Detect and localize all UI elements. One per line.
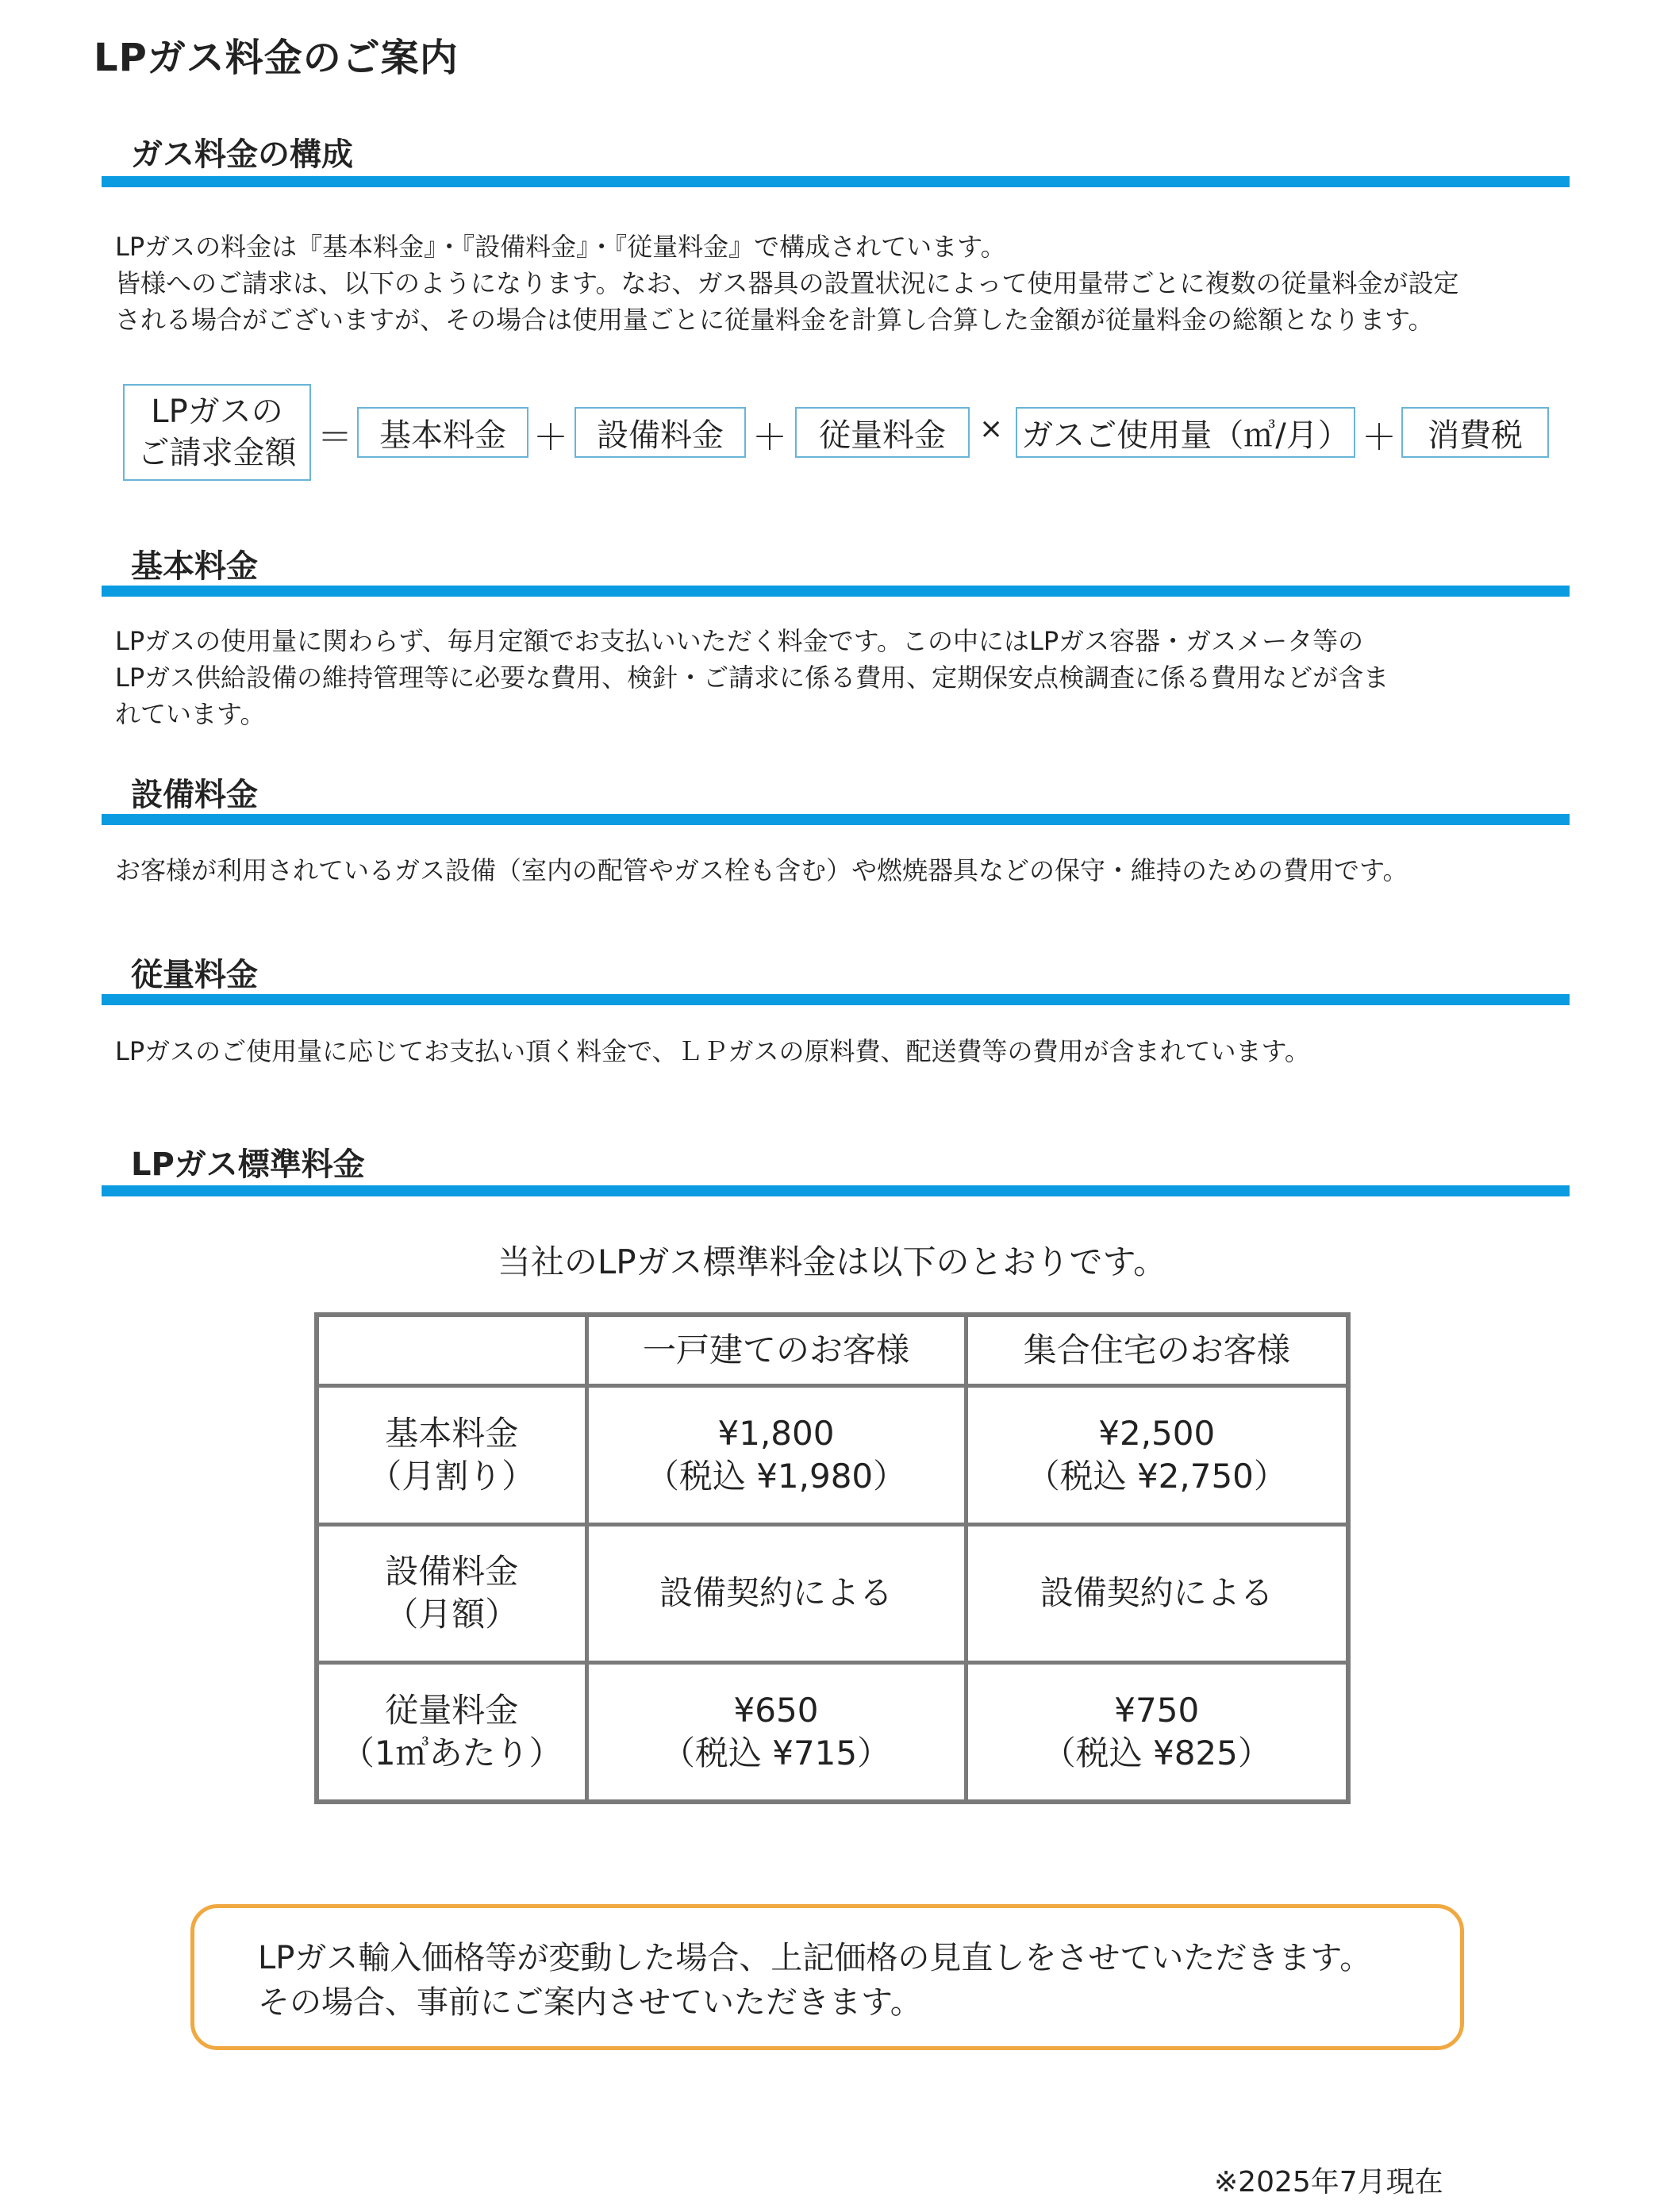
row-label-line1: 設備料金 <box>385 1552 519 1592</box>
notice-line-2: その場合、事前にご案内させていただきます。 <box>258 1984 922 2021</box>
basic-description <box>115 623 1389 732</box>
table-row <box>317 1524 1348 1663</box>
house-value <box>586 1386 966 1525</box>
apartment-price: ¥2,500 <box>1098 1413 1216 1453</box>
structure-description <box>115 228 1458 338</box>
section-title-structure: ガス料金の構成 <box>131 136 353 173</box>
row-label <box>317 1386 586 1525</box>
row-label-line2: （1㎥あたり） <box>340 1734 563 1773</box>
formula-total-line2: ご請求金額 <box>137 435 297 471</box>
section-rule <box>102 814 1570 825</box>
usage-line-1: LPガスのご使用量に応じてお支払い頂く料金で、ＬＰガスの原料費、配送費等の費用が含まれています。 <box>115 1036 1310 1066</box>
apartment-value <box>966 1524 1348 1663</box>
house-price: 設備契約による <box>659 1573 893 1613</box>
section-rule <box>102 1185 1570 1196</box>
section-title-standard: LPガス標準料金 <box>131 1146 365 1183</box>
basic-line-3: れています。 <box>115 699 266 729</box>
structure-line-3: される場合がございますが、その場合は使用量ごとに従量料金を計算し合算した金額が従量料金の総額となります。 <box>115 305 1434 335</box>
header-empty <box>317 1315 586 1386</box>
equipment-line-1: お客様が利用されているガス設備（室内の配管やガス栓も含む）や燃焼器具などの保守・維持のための費用です。 <box>115 855 1408 885</box>
section-title-equipment: 設備料金 <box>131 777 258 813</box>
table-row <box>317 1386 1348 1525</box>
formula-plus-1: ＋ <box>533 417 568 458</box>
house-price-tax: （税込 ¥1,980） <box>645 1456 907 1496</box>
section-rule <box>102 586 1570 597</box>
formula-times: × <box>979 413 1004 445</box>
basic-line-2: LPガス供給設備の維持管理等に必要な費用、検針・ご請求に係る費用、定期保安点検調査に係る費用などが含ま <box>115 662 1389 693</box>
row-label-line2: （月割り） <box>368 1456 536 1496</box>
page-title: LPガス料金のご案内 <box>94 36 459 80</box>
table-row <box>317 1663 1348 1802</box>
formula-total-box <box>123 384 311 481</box>
standard-rate-table <box>314 1312 1351 1804</box>
formula-total-line1: LPガスの <box>151 394 283 430</box>
rate-intro: 当社のLPガス標準料金は以下のとおりです。 <box>497 1242 1167 1281</box>
apartment-value <box>966 1663 1348 1802</box>
equipment-description <box>115 852 1408 889</box>
structure-line-1: LPガスの料金は『基本料金』・『設備料金』・『従量料金』で構成されています。 <box>115 232 1006 262</box>
as-of-date: ※2025年7月現在 <box>1214 2166 1443 2199</box>
apartment-value <box>966 1386 1348 1525</box>
header-house: 一戸建てのお客様 <box>586 1315 966 1386</box>
house-price-tax: （税込 ¥715） <box>661 1734 891 1773</box>
formula-plus-2: ＋ <box>752 417 787 458</box>
apartment-price: 設備契約による <box>1040 1573 1274 1613</box>
section-rule <box>102 994 1570 1005</box>
row-label-line1: 基本料金 <box>385 1413 519 1453</box>
structure-line-2: 皆様へのご請求は、以下のようになります。なお、ガス器具の設置状況によって使用量帯ごとに複数の従量料金が設定 <box>115 268 1459 298</box>
house-value <box>586 1524 966 1663</box>
row-label-line2: （月額） <box>385 1595 519 1634</box>
house-price: ¥650 <box>733 1691 819 1730</box>
usage-description <box>115 1033 1310 1070</box>
house-value <box>586 1663 966 1802</box>
formula-usage-box: 従量料金 <box>795 407 970 458</box>
header-apartment: 集合住宅のお客様 <box>966 1315 1348 1386</box>
notice-line-1: LPガス輸入価格等が変動した場合、上記価格の見直しをさせていただきます。 <box>258 1940 1372 1976</box>
apartment-price-tax: （税込 ¥2,750） <box>1026 1456 1287 1496</box>
house-price: ¥1,800 <box>717 1413 835 1453</box>
notice-text <box>258 1936 1371 2025</box>
row-label-line1: 従量料金 <box>385 1691 519 1730</box>
section-rule <box>102 176 1570 187</box>
formula-plus-3: ＋ <box>1362 417 1397 458</box>
apartment-price-tax: （税込 ¥825） <box>1042 1734 1271 1773</box>
formula-tax-box: 消費税 <box>1401 407 1549 458</box>
section-title-usage: 従量料金 <box>131 957 258 993</box>
row-label <box>317 1524 586 1663</box>
formula-equipment-box: 設備料金 <box>575 407 746 458</box>
row-label <box>317 1663 586 1802</box>
table-header-row <box>317 1315 1348 1386</box>
apartment-price: ¥750 <box>1114 1691 1200 1730</box>
formula-equals: ＝ <box>317 417 352 458</box>
formula-basic-box: 基本料金 <box>357 407 528 458</box>
section-title-basic: 基本料金 <box>131 548 258 585</box>
basic-line-1: LPガスの使用量に関わらず、毎月定額でお支払いいただく料金です。この中にはLPガス容器・ガスメータ等の <box>115 626 1364 656</box>
formula-volume-box: ガスご使用量（㎥/月） <box>1016 407 1355 458</box>
